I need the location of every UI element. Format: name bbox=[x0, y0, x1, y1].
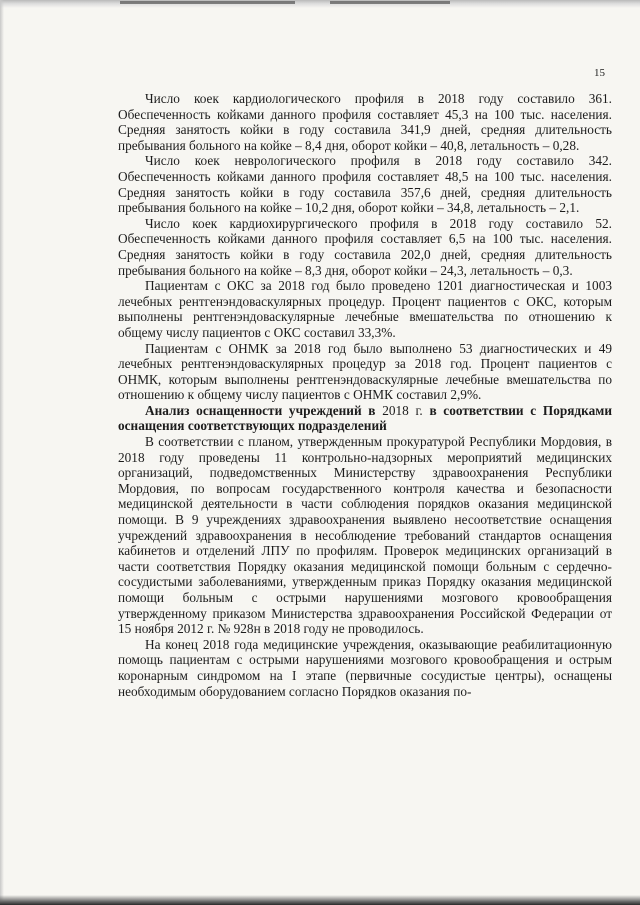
heading-year: 2018 г. bbox=[382, 402, 423, 418]
heading-part-1: Анализ оснащенности учреждений в bbox=[145, 402, 376, 418]
scan-artifact bbox=[330, 1, 450, 4]
paragraph-cardiology-beds: Число коек кардиологического профиля в 2018 году составило 361. Обеспеченность койками данного профиля составляет 45,3 на 100 тыс. населения. Средняя занятость койки в году составила 341,9 дней, средняя длительность пребывания больного на койке – 8,4 дня, оборот койки – 40,8, летальность – 0,28. bbox=[118, 91, 612, 153]
section-heading bbox=[118, 403, 612, 434]
document-body bbox=[118, 91, 612, 699]
page-number: 15 bbox=[594, 67, 605, 79]
paragraph-rehabilitation: На конец 2018 года медицинские учреждения, оказывающие реабилитационную помощь пациентам с острыми нарушениями мозгового кровообращения и острым коронарным синдромом на I этапе (первичные сосудистые центры), оснащены необходимым оборудованием согласно Порядков оказания по- bbox=[118, 636, 612, 699]
paragraph-oks-procedures: Пациентам с ОКС за 2018 год было проведено 1201 диагностическая и 1003 лечебных рентгенэндоваскулярных процедур. Процент пациентов с ОКС, которым выполнены рентгенэндоваскулярные лечебные вмешательства по отношению к общему числу пациентов с ОКС составил 33,3%. bbox=[118, 278, 612, 340]
scan-bottom-edge bbox=[0, 895, 640, 905]
scan-left-edge bbox=[0, 0, 4, 905]
scan-artifact bbox=[120, 1, 295, 4]
heading-part-2: в соответствии с Порядками оснащения соответствующих подразделений bbox=[118, 402, 612, 434]
paragraph-cardiac-surgery-beds: Число коек кардиохирургического профиля в 2018 году составило 52. Обеспеченность койками данного профиля составляет 6,5 на 100 тыс. населения. Средняя занятость койки в году составила 202,0 дней, средняя длительность пребывания больного на койке – 8,3 дня, оборот койки – 24,3, летальность – 0,3. bbox=[118, 215, 612, 278]
scan-top-edge bbox=[0, 0, 640, 8]
paragraph-neurology-beds: Число коек неврологического профиля в 2018 году составило 342. Обеспеченность койками данного профиля составляет 48,5 на 100 тыс. населения. Средняя занятость койки в году составила 357,6 дней, средняя длительность пребывания больного на койке – 10,2 дня, оборот койки – 34,8, летальность – 2,1. bbox=[118, 153, 612, 216]
paragraph-inspections: В соответствии с планом, утвержденным прокуратурой Республики Мордовия, в 2018 году проведены 11 контрольно-надзорных мероприятий медицинских организаций, подведомственных Министерству здравоохранения Республики Мордовия, по вопросам государственного контроля качества и безопасности медицинской деятельности в части соблюдения порядков оказания медицинской помощи. В 9 учреждениях здравоохранения выявлено несоответствие оснащения учреждений здравоохранения в несоблюдение требований стандартов оснащения кабинетов и отделений ЛПУ по профилям. Проверок медицинских организаций в части соответствия Порядку оказания медицинской помощи больным с сердечно-сосудистыми заболеваниями, утвержденным приказ Порядку оказания медицинской помощи больным с острыми нарушениями мозгового кровообращения утвержденному приказом Министерства здравоохранения Российской Федерации от 15 ноября 2012 г. № 928н в 2018 году не проводилось. bbox=[118, 434, 612, 637]
paragraph-onmk-procedures: Пациентам с ОНМК за 2018 год было выполнено 53 диагностических и 49 лечебных рентгенэндоваскулярных процедур за 2018 год. Процент пациентов с ОНМК, которым выполнены рентгенэндоваскулярные лечебные вмешательства по отношению к общему числу пациентов с ОНМК составил 2,9%. bbox=[118, 340, 612, 403]
